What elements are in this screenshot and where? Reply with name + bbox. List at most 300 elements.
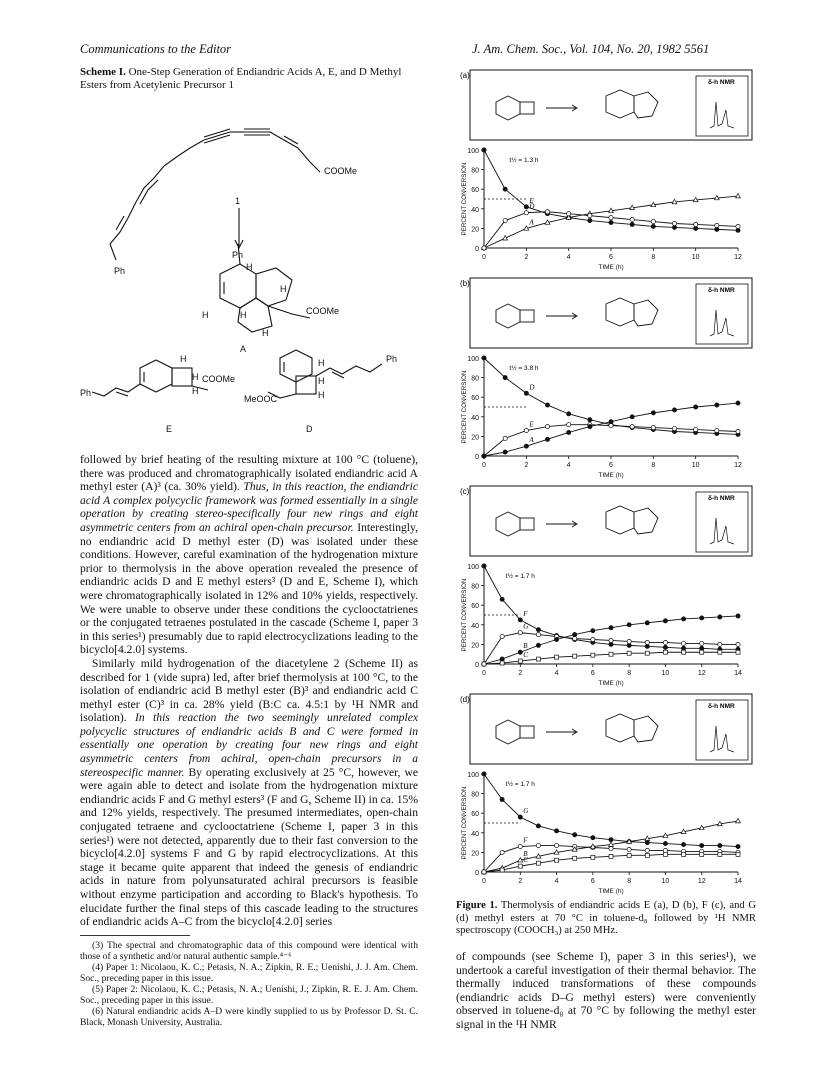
data-point-C (500, 661, 504, 665)
y-tick-label: 80 (471, 583, 479, 591)
footnote-5: (5) Paper 2: Nicolaou, K. C.; Petasis, N. A.; Uenishi, J.; Zipkin, R. E. J. Am. Chem. Soc., preceding paper in this issue. (80, 983, 418, 1006)
data-point-G (681, 842, 685, 846)
panel-tag: (c) (460, 487, 470, 496)
d-h-label-3: H (318, 390, 325, 400)
data-point-E (545, 425, 549, 429)
left-p2-end: By operating exclusively at 25 °C, however, we were again able to detect and isolate from the hydrogenation mixture endiandric acids F and G methyl esters³ (F and G, Scheme II) in ca. 15% and 12% yields, respectively. The presumed intermediates, open-chain conjugated tetraene and cyclooctatriene (Scheme I, paper 3 in this series¹) were not detected, apparently due to their fast conversion to the bicyclo[4.2.0] systems F and G by rapid electrocyclizations. At this stage it became quite apparent that indeed the genesis of endiandric acids in nature from polyunsaturated achiral precursors is feasible without enzyme participation and according to Black's hypothesis. To elucidate further the final steps of this cascade leading to the structures of endiandric acids A–C from the bicyclo[4.2.0] series (80, 765, 418, 929)
data-point-B (736, 614, 740, 618)
data-point-B (700, 616, 704, 620)
x-tick-label: 8 (651, 462, 656, 469)
nmr-label: δ-h NMR (708, 703, 735, 710)
ph-top-label: Ph (114, 266, 126, 276)
data-point-A (609, 420, 613, 424)
data-point-C (645, 853, 649, 857)
data-point-C (627, 651, 631, 655)
data-point-A (482, 454, 486, 458)
y-tick-label: 20 (471, 642, 479, 650)
y-tick-label: 60 (471, 811, 479, 819)
y-tick-label: 20 (471, 226, 479, 234)
data-point-C (663, 852, 667, 856)
right-text-block (456, 950, 756, 1032)
data-point-G (663, 841, 667, 845)
series-label-E: E (529, 420, 534, 429)
data-point-G (536, 633, 540, 637)
data-point-C (482, 662, 486, 666)
x-tick-label: 12 (697, 670, 706, 677)
data-point-F (536, 843, 540, 847)
e-h-label-2: H (192, 372, 199, 382)
compound-A-label: A (240, 344, 247, 354)
y-tick-label: 0 (475, 454, 479, 461)
series-label-F: F (523, 609, 528, 618)
data-point-G (645, 640, 649, 644)
y-tick-label: 60 (471, 187, 479, 195)
y-axis-label: PERCENT CONVERSION (461, 786, 468, 860)
data-point-E (715, 227, 719, 231)
data-point-G (736, 844, 740, 848)
y-tick-label: 80 (471, 375, 479, 383)
data-point-C (609, 652, 613, 656)
footnote-4: (4) Paper 1: Nicolaou, K. C.; Petasis, N. A.; Zipkin, R. E.; Uenishi, J. J. Am. Chem. Soc., preceding paper in this issue. (80, 961, 418, 984)
y-tick-label: 100 (467, 148, 479, 155)
figure-panel-c (456, 482, 756, 690)
data-point-A (736, 401, 740, 405)
y-tick-label: 60 (471, 395, 479, 403)
running-header-left: Communications to the Editor (80, 42, 232, 56)
molecule-ring-2 (520, 726, 534, 738)
data-point-B (609, 626, 613, 630)
y-tick-label: 0 (475, 870, 479, 877)
series-label-D: D (529, 383, 535, 392)
h-label-1: H (246, 262, 253, 272)
data-point-C (573, 654, 577, 658)
data-point-F (645, 848, 649, 852)
series-label-A: A (529, 218, 534, 227)
chart-panel-c (456, 482, 756, 690)
nmr-spectrum (710, 102, 734, 128)
data-point-C (627, 853, 631, 857)
data-point-D (524, 211, 528, 215)
halflife-label: t½ = 1.7 h (505, 780, 535, 788)
data-point-B (591, 629, 595, 633)
data-point-E (694, 427, 698, 431)
data-point-C (700, 650, 704, 654)
data-point-D (672, 221, 676, 225)
data-point-G (518, 815, 522, 819)
data-point-A (503, 450, 507, 454)
nmr-spectrum (710, 518, 734, 544)
data-point-F (518, 618, 522, 622)
scheme-title-text: One-Step Generation of Endiandric Acids A, E, and D Methyl Esters from Acetylenic Precursor 1 (80, 66, 402, 91)
molecule-ring-1 (496, 512, 520, 536)
data-point-D (503, 376, 507, 380)
x-tick-label: 6 (609, 462, 613, 469)
y-tick-label: 40 (471, 622, 479, 630)
molecule-ring-4 (634, 716, 658, 742)
x-axis-label: TIME (h) (598, 888, 624, 895)
data-point-C (682, 650, 686, 654)
figure-panel-b (456, 274, 756, 482)
data-point-G (591, 836, 595, 840)
footnote-6: (6) Natural endiandric acids A–D were kindly supplied to us by Professor D. St. C. Black, Monash University, Australia. (80, 1005, 418, 1028)
data-point-C (518, 659, 522, 663)
y-tick-label: 100 (467, 356, 479, 363)
data-point-C (736, 852, 740, 856)
left-p1-italic: Thus, in this reaction, the endiandric acid A complex polycyclic framework was formed essentially in a single operation by creating stereo-specifically four new rings and eight asymmetric centers from an achiral open-chain precursor. (80, 480, 418, 534)
data-point-D (545, 210, 549, 214)
data-point-G (663, 640, 667, 644)
molecule-ring-1 (496, 96, 520, 120)
data-point-D (609, 216, 613, 220)
data-point-G (536, 824, 540, 828)
data-point-B (627, 623, 631, 627)
data-point-G (681, 641, 685, 645)
data-point-A (545, 437, 549, 441)
data-point-E (524, 428, 528, 432)
x-tick-label: 2 (524, 254, 529, 261)
nmr-label: δ-h NMR (708, 79, 735, 86)
y-tick-label: 40 (471, 830, 479, 838)
x-axis-label: TIME (h) (598, 264, 624, 271)
data-point-F (482, 564, 486, 568)
x-tick-label: 0 (482, 670, 486, 677)
y-tick-label: 60 (471, 603, 479, 611)
figure-caption (456, 900, 756, 938)
data-point-B (500, 657, 504, 661)
y-tick-label: 80 (471, 167, 479, 175)
molecule-ring-3 (606, 714, 634, 742)
figure-panel-a (456, 66, 756, 274)
data-point-C (555, 858, 559, 862)
data-point-E (609, 424, 613, 428)
y-tick-label: 40 (471, 414, 479, 422)
data-point-E (651, 425, 655, 429)
x-tick-label: 0 (482, 462, 486, 469)
data-point-F (627, 847, 631, 851)
cooMe-mid-label: COOMe (306, 306, 340, 316)
running-header-right: J. Am. Chem. Soc., Vol. 104, No. 20, 1982 5561 (472, 42, 710, 56)
h-label-3: H (202, 310, 209, 320)
data-point-F (609, 642, 613, 646)
data-point-C (700, 852, 704, 856)
data-point-E (651, 224, 655, 228)
chart-panel-a (456, 66, 756, 274)
data-point-F (700, 646, 704, 650)
data-point-F (609, 846, 613, 850)
data-point-D (736, 224, 740, 228)
molecule-ring-2 (520, 310, 534, 322)
data-point-E (630, 222, 634, 226)
x-tick-label: 0 (482, 878, 486, 885)
y-tick-label: 0 (475, 662, 479, 669)
compound-E-label: E (166, 424, 173, 434)
data-point-B (536, 643, 540, 647)
d-h-label-2: H (318, 376, 325, 386)
data-point-F (554, 843, 558, 847)
data-point-C (518, 864, 522, 868)
molecule-ring-3 (606, 506, 634, 534)
plot-axes (461, 148, 742, 271)
data-point-C (736, 650, 740, 654)
compound-D-label: D (306, 424, 313, 434)
series-label-B: B (523, 850, 528, 859)
ph-mid-label: Ph (232, 250, 244, 260)
left-column (80, 66, 418, 1028)
molecule-ring-1 (496, 304, 520, 328)
left-paragraph-2 (80, 657, 418, 929)
data-point-E (694, 226, 698, 230)
data-point-D (588, 214, 592, 218)
y-axis-label: PERCENT CONVERSION (461, 578, 468, 652)
data-point-B (645, 621, 649, 625)
data-point-D (545, 403, 549, 407)
scheme-title-bold: Scheme I. (80, 66, 126, 78)
data-point-E (503, 187, 507, 191)
data-point-A (672, 408, 676, 412)
left-p2-italic: In this reaction the two seemingly unrelated complex polycyclic structures of endiandric acids B and C were formed in essentially one operation by creating four new rings and eight asymmetric centers from achiral, open-chain precursors in a stereospecific manner. (80, 711, 418, 779)
scheme-title (80, 66, 418, 92)
series-label-A: A (529, 436, 534, 445)
x-tick-label: 4 (554, 878, 559, 885)
data-point-A (588, 425, 592, 429)
data-point-C (718, 852, 722, 856)
data-point-B (518, 650, 522, 654)
data-point-G (518, 631, 522, 635)
data-point-G (700, 641, 704, 645)
y-tick-label: 40 (471, 206, 479, 214)
data-point-A (630, 415, 634, 419)
series-label-E: E (529, 196, 534, 205)
data-point-G (718, 843, 722, 847)
data-point-C (663, 650, 667, 654)
data-point-B (736, 818, 741, 822)
molecule-ring-1 (496, 720, 520, 744)
data-point-G (736, 642, 740, 646)
x-tick-label: 4 (566, 254, 571, 261)
data-point-D (588, 418, 592, 422)
e-h-label-3: H (192, 386, 199, 396)
data-point-B (663, 619, 667, 623)
x-tick-label: 12 (697, 878, 706, 885)
data-point-E (672, 225, 676, 229)
plot-axes (461, 564, 742, 687)
y-tick-label: 80 (471, 791, 479, 799)
y-tick-label: 100 (467, 564, 479, 571)
data-point-B (573, 633, 577, 637)
x-tick-label: 4 (554, 670, 559, 677)
data-point-G (591, 637, 595, 641)
data-point-E (736, 228, 740, 232)
data-point-G (482, 772, 486, 776)
x-axis-label: TIME (h) (598, 472, 624, 479)
x-tick-label: 12 (734, 462, 742, 469)
x-tick-label: 2 (518, 878, 523, 885)
h-label-2: H (280, 284, 287, 294)
figure-caption-text: Thermolysis of endiandric acids E (a), D (b), F (c), and G (d) methyl esters at 70 °C in toluene-d₈ followed by ¹H NMR spectroscopy (COOCH₃) at 250 MHz. (456, 900, 756, 937)
y-axis-label: PERCENT CONVERSION (461, 162, 468, 236)
data-point-F (663, 645, 667, 649)
data-point-D (503, 218, 507, 222)
data-point-A (524, 444, 528, 448)
x-tick-label: 4 (566, 462, 571, 469)
series-label-G: G (523, 622, 529, 631)
x-tick-label: 10 (691, 462, 700, 469)
scheme-i-structures (80, 92, 418, 448)
right-paragraph-1: of compounds (see Scheme I), paper 3 in this series¹), we undertook a careful investigation of their thermal behavior. The thermally induced transformations of these compounds (endiandric acids D–G methyl esters) were conveniently observed in toluene-d₈ at 70 °C by following the methyl ester signal in the ¹H NMR (456, 950, 756, 1031)
footnote-rule (80, 935, 190, 936)
data-point-D (524, 391, 528, 395)
left-p2-text: Similarly mild hydrogenation of the diacetylene 2 (Scheme II) as described for 1 (vide supra) led, after brief thermolysis at 100 °C, to the isolation of endiandric acid B methyl ester (B)³ and endiandric acid C methyl ester (C)³ in ca. 28% yield (B:C ca. 4.5:1 by ¹H NMR and isolation). (80, 656, 418, 725)
data-point-C (591, 653, 595, 657)
molecule-ring-2 (520, 518, 534, 530)
panel-tag: (b) (460, 279, 470, 288)
data-point-A (715, 403, 719, 407)
left-paragraph-1 (80, 453, 418, 657)
x-tick-label: 10 (661, 670, 670, 677)
panel-tag: (a) (460, 71, 470, 80)
data-point-B (681, 617, 685, 621)
data-point-C (536, 657, 540, 661)
data-point-D (694, 222, 698, 226)
data-point-E (482, 148, 486, 152)
plot-axes (461, 772, 742, 895)
data-point-G (500, 634, 504, 638)
data-point-C (682, 852, 686, 856)
halflife-label: t½ = 1.7 h (505, 572, 535, 580)
panel-tag: (d) (460, 695, 470, 704)
series-label-C: C (523, 856, 528, 865)
x-tick-label: 8 (627, 670, 632, 677)
d-h-label-1: H (318, 358, 325, 368)
data-point-D (567, 412, 571, 416)
data-point-F (500, 850, 504, 854)
data-point-E (588, 218, 592, 222)
data-point-F (645, 644, 649, 648)
x-axis-label: TIME (h) (598, 680, 624, 687)
data-point-E (736, 429, 740, 433)
data-point-A (567, 430, 571, 434)
nmr-spectrum (710, 310, 734, 336)
data-point-C (573, 856, 577, 860)
data-point-G (609, 638, 613, 642)
y-tick-label: 20 (471, 434, 479, 442)
cooMe-top-label: COOMe (324, 166, 358, 176)
series-label-F: F (523, 836, 528, 845)
data-point-G (700, 843, 704, 847)
data-point-G (645, 841, 649, 845)
x-tick-label: 2 (518, 670, 523, 677)
data-point-E (672, 426, 676, 430)
series-line-E (484, 425, 738, 456)
data-point-D (482, 356, 486, 360)
series-label-C: C (523, 651, 528, 660)
x-tick-label: 10 (661, 878, 670, 885)
data-point-C (609, 854, 613, 858)
data-point-B (718, 615, 722, 619)
nmr-spectrum (710, 726, 734, 752)
x-tick-label: 8 (651, 254, 656, 261)
data-point-G (718, 642, 722, 646)
data-point-D (482, 246, 486, 250)
data-point-D (630, 217, 634, 221)
data-point-G (500, 797, 504, 801)
halflife-label: t½ = 1.3 h (509, 156, 539, 164)
data-point-D (651, 219, 655, 223)
chart-panel-d (456, 690, 756, 898)
series-label-B: B (523, 642, 528, 651)
x-tick-label: 6 (609, 254, 613, 261)
molecule-ring-4 (634, 92, 658, 118)
molecule-ring-3 (606, 90, 634, 118)
data-point-G (609, 838, 613, 842)
footnote-3: (3) The spectral and chromatographic data of this compound were identical with those of a synthetic and/or natural authentic sample.⁴⁻⁶ (80, 939, 418, 962)
data-point-C (591, 855, 595, 859)
x-tick-label: 14 (734, 670, 742, 677)
x-tick-label: 6 (590, 878, 595, 885)
nmr-label: δ-h NMR (708, 495, 735, 502)
data-point-E (524, 205, 528, 209)
x-tick-label: 6 (590, 670, 595, 677)
x-tick-label: 8 (627, 878, 632, 885)
data-point-E (715, 428, 719, 432)
data-point-F (627, 643, 631, 647)
plot-axes (461, 356, 742, 479)
data-point-C (500, 868, 504, 872)
data-point-F (500, 597, 504, 601)
molecule-ring-4 (634, 300, 658, 326)
data-point-E (609, 220, 613, 224)
molecule-ring-2 (520, 102, 534, 114)
series-label-G: G (523, 807, 529, 816)
data-point-A (736, 193, 741, 197)
data-point-D (567, 212, 571, 216)
data-point-C (536, 861, 540, 865)
d-meooc-label: MeOOC (244, 394, 278, 404)
figure-panel-d (456, 690, 756, 898)
data-point-D (715, 223, 719, 227)
molecule-ring-3 (606, 298, 634, 326)
figure-caption-bold: Figure 1. (456, 900, 498, 911)
y-tick-label: 20 (471, 850, 479, 858)
data-point-E (630, 425, 634, 429)
data-point-A (694, 405, 698, 409)
molecule-ring-4 (634, 508, 658, 534)
left-p1-text: followed by brief heating of the resulting mixture at 100 °C (toluene), there was produced and chromatographically isolated endiandric acid A methyl ester (A)³ (ca. 30% yield). (80, 453, 418, 494)
data-point-C (555, 655, 559, 659)
h-label-5: H (262, 328, 269, 338)
x-tick-label: 10 (691, 254, 700, 261)
x-tick-label: 2 (524, 462, 529, 469)
d-ph-label: Ph (386, 354, 398, 364)
data-point-G (573, 833, 577, 837)
x-tick-label: 0 (482, 254, 486, 261)
data-point-F (536, 628, 540, 632)
series-label-D: D (529, 202, 535, 211)
halflife-label: t½ = 3.8 h (509, 364, 539, 372)
y-tick-label: 100 (467, 772, 479, 779)
data-point-F (663, 848, 667, 852)
data-point-B (554, 637, 558, 641)
h-label-4: H (240, 310, 247, 320)
data-point-F (518, 844, 522, 848)
data-point-C (718, 650, 722, 654)
data-point-F (681, 646, 685, 650)
x-tick-label: 12 (734, 254, 742, 261)
nmr-label: δ-h NMR (708, 287, 735, 294)
chart-panel-b (456, 274, 756, 482)
data-point-A (651, 411, 655, 415)
data-point-C (645, 651, 649, 655)
